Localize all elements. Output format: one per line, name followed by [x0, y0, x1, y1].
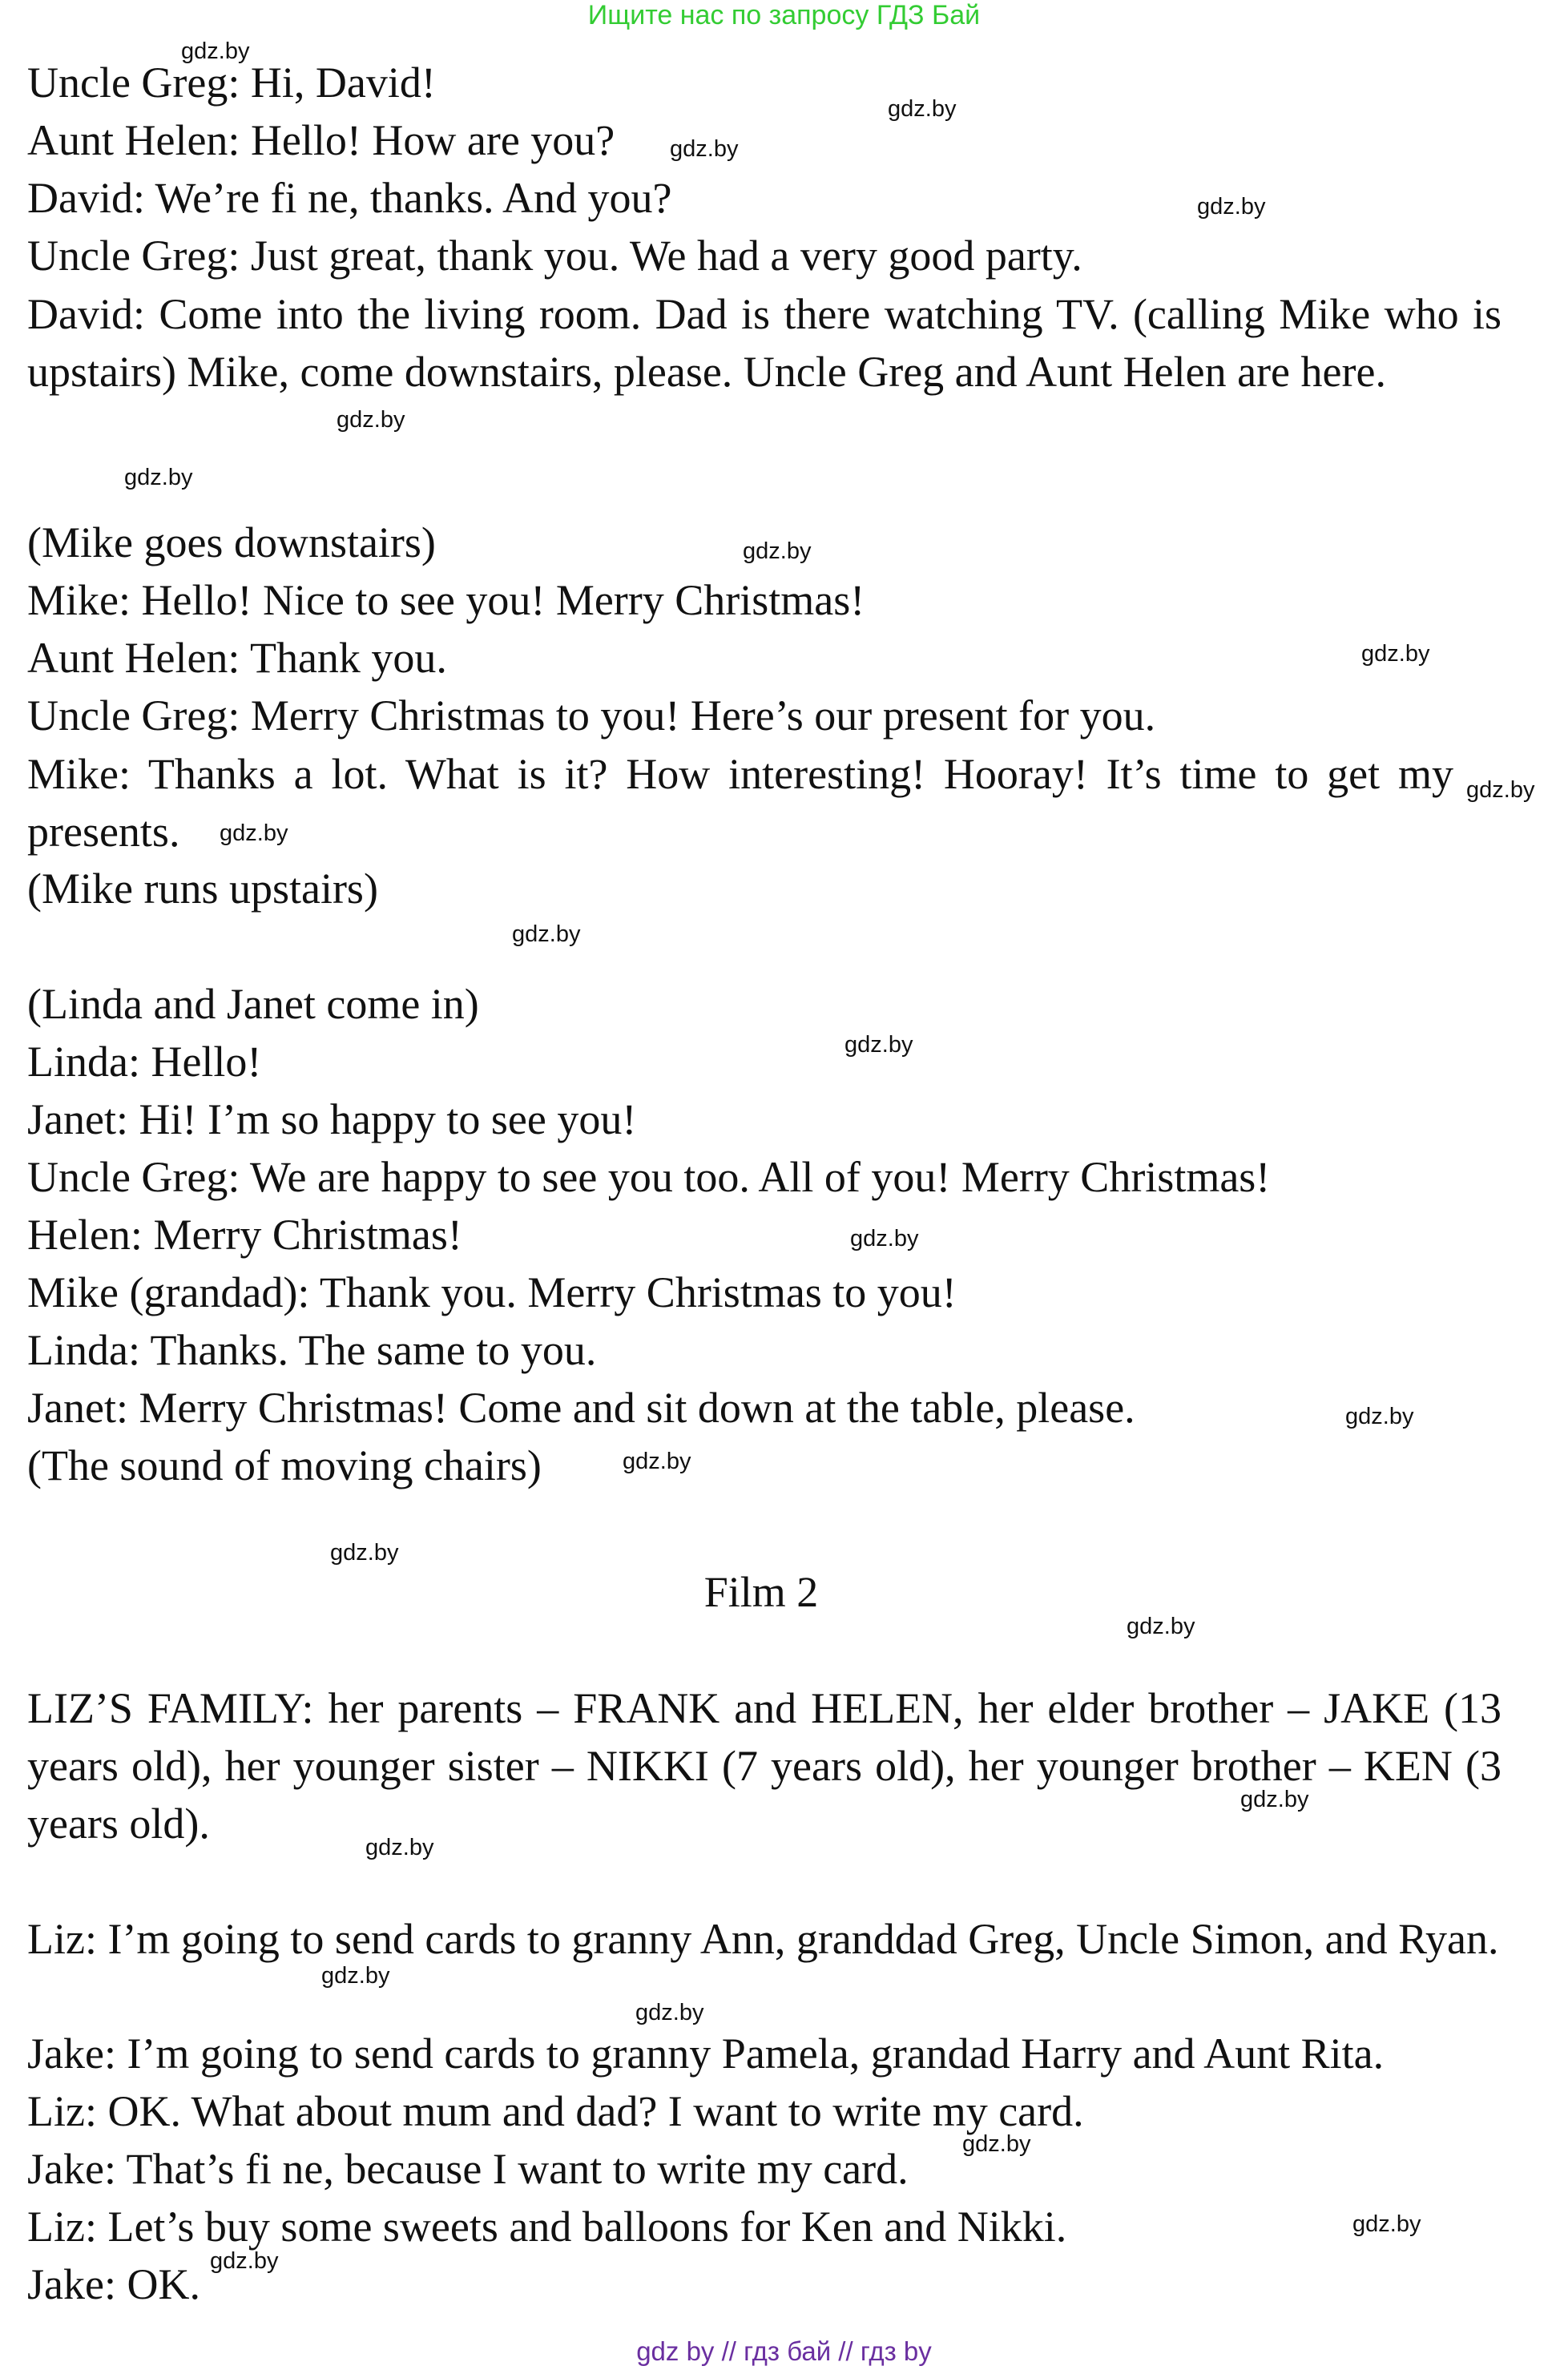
dialogue-line: Linda: Hello! — [27, 1038, 262, 1086]
watermark: gdz.by — [124, 465, 193, 490]
watermark: gdz.by — [337, 407, 405, 433]
watermark: gdz.by — [1361, 641, 1430, 667]
watermark: gdz.by — [844, 1032, 913, 1058]
watermark: gdz.by — [888, 96, 957, 122]
watermark: gdz.by — [1352, 2211, 1421, 2237]
dialogue-line: David: We’re fi ne, thanks. And you? — [27, 174, 672, 222]
dialogue-line: Linda: Thanks. The same to you. — [27, 1326, 597, 1374]
dialogue-line: Helen: Merry Christmas! — [27, 1211, 462, 1259]
stage-direction: (Mike runs upstairs) — [27, 865, 378, 913]
section-heading: Film 2 — [703, 1568, 819, 1616]
watermark: gdz.by — [1240, 1787, 1309, 1812]
watermark: gdz.by — [330, 1540, 399, 1566]
dialogue-line: Aunt Helen: Hello! How are you? — [27, 116, 615, 164]
watermark: gdz.by — [181, 38, 250, 64]
watermark: gdz.by — [365, 1835, 434, 1860]
dialogue-line: Janet: Merry Christmas! Come and sit down at the table, please. — [27, 1384, 1135, 1432]
dialogue-line: Janet: Hi! I’m so happy to see you! — [27, 1095, 637, 1143]
dialogue-paragraph: Liz: I’m going to send cards to granny Ann, granddad Greg, Uncle Simon, and Ryan. — [27, 1915, 1499, 1963]
dialogue-line: Uncle Greg: We are happy to see you too. All of you! Merry Christmas! — [27, 1153, 1271, 1201]
dialogue-paragraph: David: Come into the living room. Dad is there watching TV. (calling Mike who is upstairs) Mike, come downstairs, please. Uncle Greg and Aunt Helen are here. — [27, 290, 1501, 396]
dialogue-line: Uncle Greg: Just great, thank you. We had a very good party. — [27, 232, 1082, 280]
dialogue-line: Uncle Greg: Merry Christmas to you! Here’s our present for you. — [27, 691, 1156, 740]
watermark: gdz.by — [1197, 194, 1266, 220]
watermark: gdz.by — [210, 2248, 279, 2274]
dialogue-line: Jake: I’m going to send cards to granny Pamela, grandad Harry and Aunt Rita. — [27, 2029, 1385, 2078]
stage-direction: (The sound of moving chairs) — [27, 1441, 542, 1489]
stage-direction: (Mike goes downstairs) — [27, 518, 436, 566]
dialogue-line: Jake: OK. — [27, 2260, 200, 2308]
family-description: LIZ’S FAMILY: her parents – FRANK and HELEN, her elder brother – JAKE (13 years old), her younger sister – NIKKI (7 years old), her younger brother – KEN (3 years old). — [27, 1684, 1501, 1848]
watermark: gdz.by — [670, 136, 739, 162]
dialogue-line: Jake: That’s fi ne, because I want to write my card. — [27, 2145, 909, 2193]
dialogue-paragraph: Mike: Thanks a lot. What is it? How interesting! Hooray! It’s time to get my presents. — [27, 750, 1453, 856]
top-banner-link[interactable]: Ищите нас по запросу ГДЗ Бай — [587, 0, 981, 30]
watermark: gdz.by — [962, 2131, 1031, 2157]
dialogue-line: Liz: OK. What about mum and dad? I want to write my card. — [27, 2087, 1084, 2135]
watermark: gdz.by — [850, 1226, 919, 1252]
watermark: gdz.by — [321, 1963, 390, 1989]
dialogue-line: Mike: Hello! Nice to see you! Merry Christmas! — [27, 576, 865, 624]
watermark: gdz.by — [1127, 1614, 1195, 1639]
watermark: gdz.by — [220, 820, 288, 846]
dialogue-line: Liz: Let’s buy some sweets and balloons for Ken and Nikki. — [27, 2203, 1067, 2251]
watermark: gdz.by — [1466, 777, 1535, 803]
watermark: gdz.by — [743, 538, 812, 564]
stage-direction: (Linda and Janet come in) — [27, 980, 479, 1028]
dialogue-line: Mike (grandad): Thank you. Merry Christmas to you! — [27, 1268, 957, 1316]
dialogue-line: Uncle Greg: Hi, David! — [27, 58, 436, 107]
watermark: gdz.by — [512, 921, 581, 947]
dialogue-line: Aunt Helen: Thank you. — [27, 634, 447, 682]
watermark: gdz.by — [1345, 1404, 1414, 1429]
watermark: gdz.by — [623, 1449, 691, 1474]
footer-watermark: gdz by // гдз бай // гдз by — [636, 2336, 932, 2366]
watermark: gdz.by — [635, 2000, 704, 2025]
